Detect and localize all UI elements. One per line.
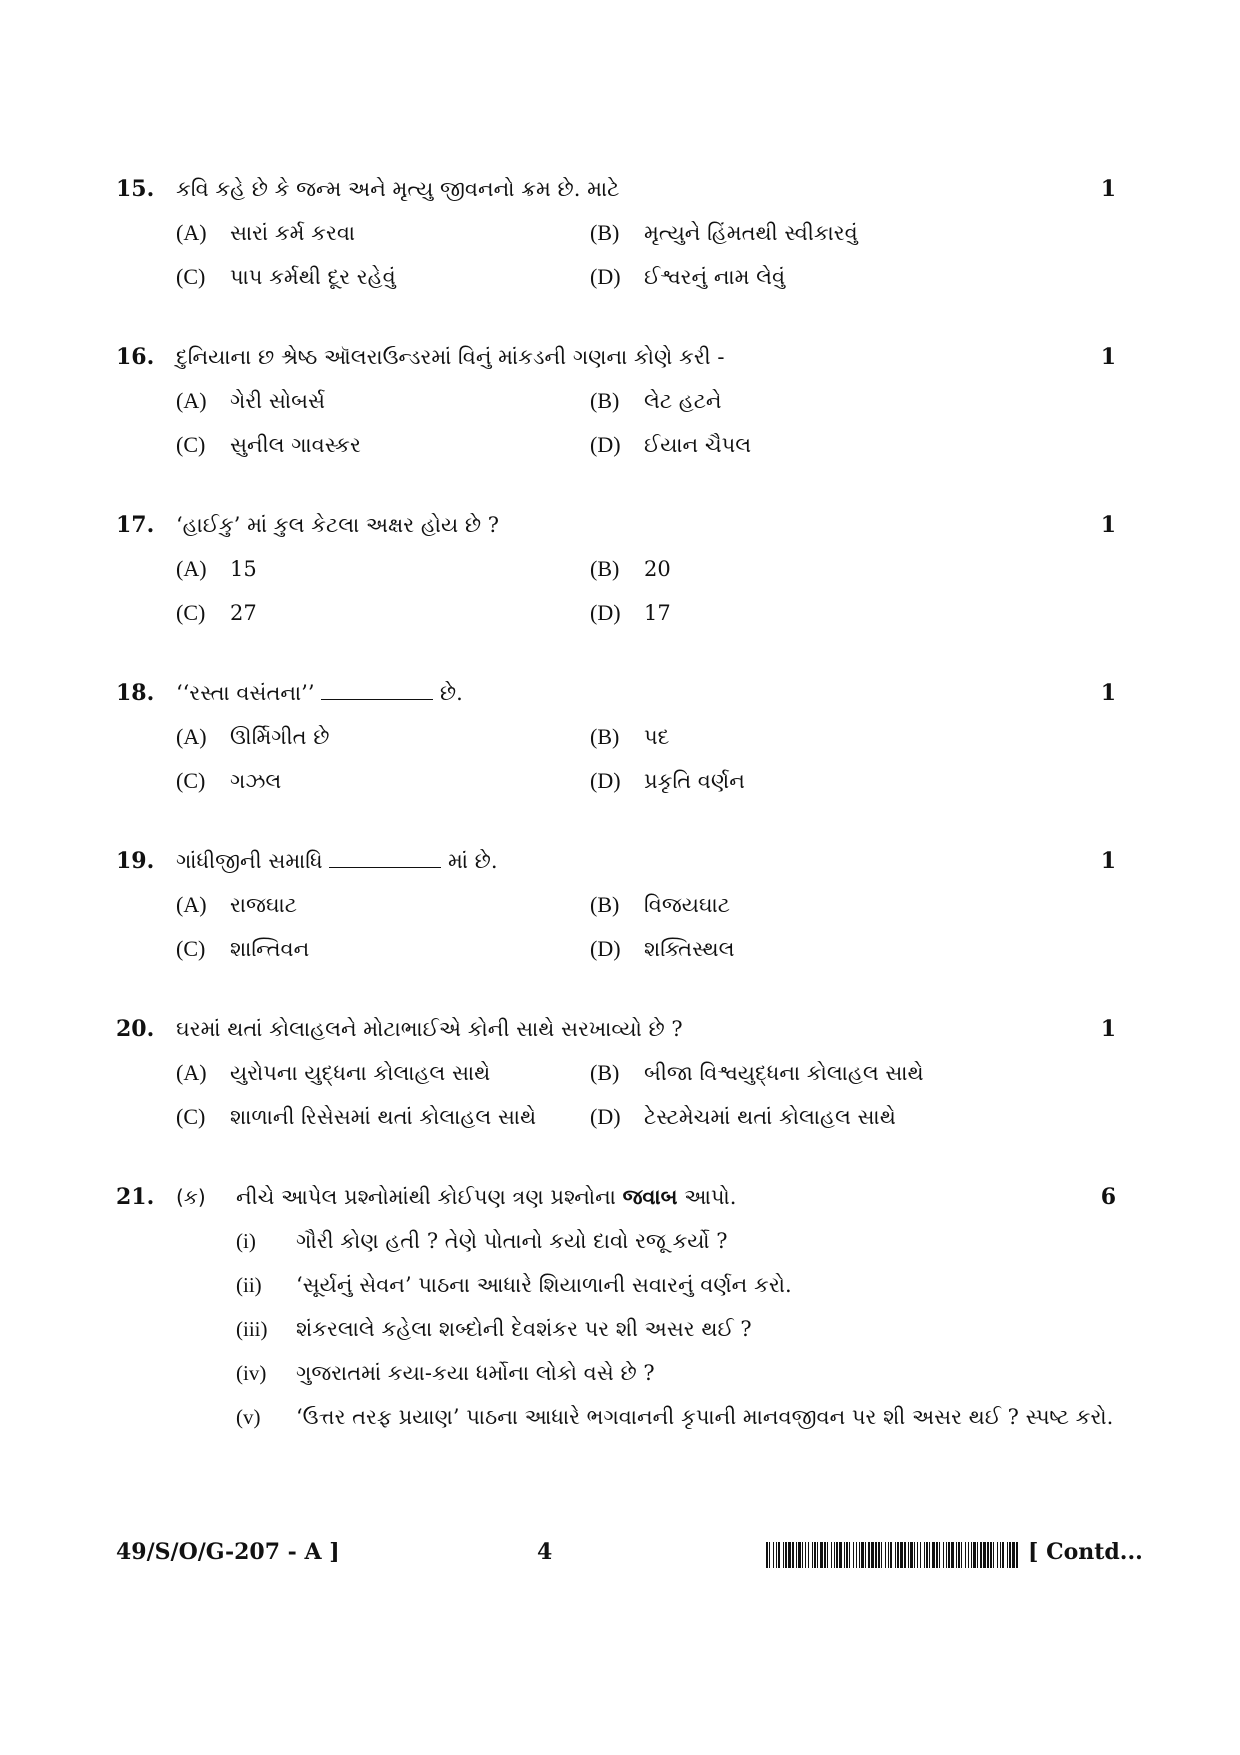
option-text: ઈયાન ચૈપલ bbox=[644, 433, 752, 457]
question-18 bbox=[0, 671, 1240, 803]
option-label: (D) bbox=[590, 768, 621, 793]
question-text-before-blank: ‘‘રસ્તા વસંતના’’ bbox=[176, 681, 315, 705]
option-text: શાન્તિવન bbox=[230, 937, 310, 961]
option-text: પદ bbox=[644, 725, 670, 749]
option-label: (B) bbox=[590, 724, 620, 749]
option-text: ગેરી સોબર્સ bbox=[230, 389, 326, 413]
option-text: ગઝલ bbox=[230, 769, 282, 793]
question-text bbox=[176, 671, 463, 715]
option-text: સુનીલ ગાવસ્કર bbox=[230, 433, 361, 457]
option-text: 15 bbox=[230, 557, 257, 581]
option-label: (C) bbox=[176, 1104, 206, 1129]
question-text bbox=[176, 839, 498, 883]
question-21 bbox=[0, 1175, 1240, 1439]
subpart-text: ‘સૂર્યનું સેવન’ પાઠના આધારે શિયાળાની સવારનું વર્ણન કરો. bbox=[296, 1273, 792, 1297]
question-number: 20. bbox=[116, 1016, 155, 1042]
question-marks: 6 bbox=[1100, 1184, 1116, 1210]
question-15 bbox=[0, 167, 1240, 299]
option-text: શાળાની રિસેસમાં થતાં કોલાહલ સાથે bbox=[230, 1105, 537, 1129]
option-label: (D) bbox=[590, 432, 621, 457]
option-text: 27 bbox=[230, 601, 257, 625]
option-text: વિજયઘાટ bbox=[644, 893, 730, 917]
continued-label: [ Contd... bbox=[1028, 1539, 1143, 1565]
option-text: પાપ કર્મથી દૂર રહેવું bbox=[230, 265, 396, 289]
question-text: ઘરમાં થતાં કોલાહલને મોટાભાઈએ કોની સાથે સરખાવ્યો છે ? bbox=[176, 1017, 683, 1041]
question-number: 19. bbox=[116, 848, 155, 874]
question-text: દુનિયાના છ શ્રેષ્ઠ ઑલરાઉન્ડરમાં વિનું માંકડની ગણના કોણે કરી - bbox=[176, 345, 725, 369]
option-label: (B) bbox=[590, 1060, 620, 1085]
subpart-label: (iii) bbox=[236, 1317, 268, 1341]
question-marks: 1 bbox=[1100, 680, 1116, 706]
option-label: (D) bbox=[590, 264, 621, 289]
paper-code: 49/S/O/G-207 - A ] bbox=[116, 1539, 340, 1565]
question-text-after-blank: માં છે. bbox=[448, 849, 498, 873]
option-label: (A) bbox=[176, 556, 207, 581]
option-label: (B) bbox=[590, 556, 620, 581]
subpart-label: (ii) bbox=[236, 1273, 262, 1297]
question-number: 16. bbox=[116, 344, 155, 370]
subpart-i bbox=[0, 1219, 1240, 1263]
question-number: 21. bbox=[116, 1184, 155, 1210]
option-label: (A) bbox=[176, 220, 207, 245]
question-20 bbox=[0, 1007, 1240, 1139]
option-label: (A) bbox=[176, 388, 207, 413]
option-label: (C) bbox=[176, 264, 206, 289]
option-text: મૃત્યુને હિંમતથી સ્વીકારવું bbox=[644, 221, 858, 245]
option-text: 17 bbox=[644, 601, 671, 625]
option-label: (A) bbox=[176, 1060, 207, 1085]
option-text: ઊર્મિગીત છે bbox=[230, 725, 330, 749]
option-text: શક્તિસ્થલ bbox=[644, 937, 735, 961]
question-text-before-blank: ગાંધીજીની સમાધિ bbox=[176, 849, 323, 873]
question-16 bbox=[0, 335, 1240, 467]
part-label: (ક) bbox=[176, 1185, 206, 1209]
question-marks: 1 bbox=[1100, 848, 1116, 874]
question-17 bbox=[0, 503, 1240, 635]
option-label: (A) bbox=[176, 892, 207, 917]
option-label: (D) bbox=[590, 936, 621, 961]
question-marks: 1 bbox=[1100, 512, 1116, 538]
subpart-v bbox=[0, 1395, 1240, 1439]
barcode-image bbox=[766, 1542, 1020, 1568]
option-label: (C) bbox=[176, 936, 206, 961]
subpart-text: ‘ઉત્તર તરફ પ્રયાણ’ પાઠના આધારે ભગવાનની કૃપાની માનવજીવન પર શી અસર થઈ ? સ્પષ્ટ કરો. bbox=[296, 1405, 1114, 1429]
question-19 bbox=[0, 839, 1240, 971]
subparts-list bbox=[0, 1219, 1240, 1439]
option-text: પ્રકૃતિ વર્ણન bbox=[644, 769, 745, 793]
question-marks: 1 bbox=[1100, 176, 1116, 202]
question-part-label bbox=[176, 1175, 206, 1219]
option-text: લેટ હટને bbox=[644, 389, 722, 413]
fill-in-blank bbox=[329, 845, 441, 868]
question-text: ‘હાઈકુ’ માં કુલ કેટલા અક્ષર હોય છે ? bbox=[176, 513, 500, 537]
option-label: (C) bbox=[176, 600, 206, 625]
subpart-text: ગૌરી કોણ હતી ? તેણે પોતાનો કયો દાવો રજૂ કર્યો ? bbox=[296, 1229, 728, 1253]
fill-in-blank bbox=[321, 677, 433, 700]
question-marks: 1 bbox=[1100, 1016, 1116, 1042]
subpart-text: શંકરલાલે કહેલા શબ્દોની દેવશંકર પર શી અસર થઈ ? bbox=[296, 1317, 752, 1341]
page-footer bbox=[0, 1530, 1240, 1574]
question-number: 18. bbox=[116, 680, 155, 706]
question-number: 15. bbox=[116, 176, 155, 202]
subpart-text: ગુજરાતમાં કયા-કયા ધર્મોના લોકો વસે છે ? bbox=[296, 1361, 655, 1385]
subpart-label: (i) bbox=[236, 1229, 256, 1253]
subpart-iv bbox=[0, 1351, 1240, 1395]
page-number: 4 bbox=[537, 1539, 553, 1565]
subpart-ii bbox=[0, 1263, 1240, 1307]
option-label: (A) bbox=[176, 724, 207, 749]
option-text: સારાં કર્મ કરવા bbox=[230, 221, 356, 245]
option-text: 20 bbox=[644, 557, 671, 581]
instruction-bold: જવાબ bbox=[622, 1184, 678, 1209]
option-label: (D) bbox=[590, 1104, 621, 1129]
option-label: (D) bbox=[590, 600, 621, 625]
question-text: કવિ કહે છે કે જન્મ અને મૃત્યુ જીવનનો ક્રમ છે. માટે bbox=[176, 177, 620, 201]
option-label: (C) bbox=[176, 432, 206, 457]
subpart-label: (v) bbox=[236, 1405, 261, 1429]
option-label: (B) bbox=[590, 388, 620, 413]
instruction-start: નીચે આપેલ પ્રશ્નોમાંથી કોઈપણ ત્રણ પ્રશ્નોના bbox=[236, 1185, 616, 1209]
option-label: (B) bbox=[590, 220, 620, 245]
question-marks: 1 bbox=[1100, 344, 1116, 370]
question-text bbox=[236, 1175, 737, 1219]
question-text-after-blank: છે. bbox=[439, 681, 463, 705]
option-label: (C) bbox=[176, 768, 206, 793]
option-text: ટેસ્ટમેચમાં થતાં કોલાહલ સાથે bbox=[644, 1105, 896, 1129]
option-text: રાજઘાટ bbox=[230, 893, 297, 917]
instruction-end: આપો. bbox=[684, 1185, 737, 1209]
option-text: યુરોપના યુદ્ધના કોલાહલ સાથે bbox=[230, 1061, 491, 1085]
subpart-iii bbox=[0, 1307, 1240, 1351]
option-label: (B) bbox=[590, 892, 620, 917]
subpart-label: (iv) bbox=[236, 1361, 267, 1385]
option-text: ઈશ્વરનું નામ લેવું bbox=[644, 265, 786, 289]
question-number: 17. bbox=[116, 512, 155, 538]
option-text: બીજા વિશ્વયુદ્ધના કોલાહલ સાથે bbox=[644, 1061, 924, 1085]
